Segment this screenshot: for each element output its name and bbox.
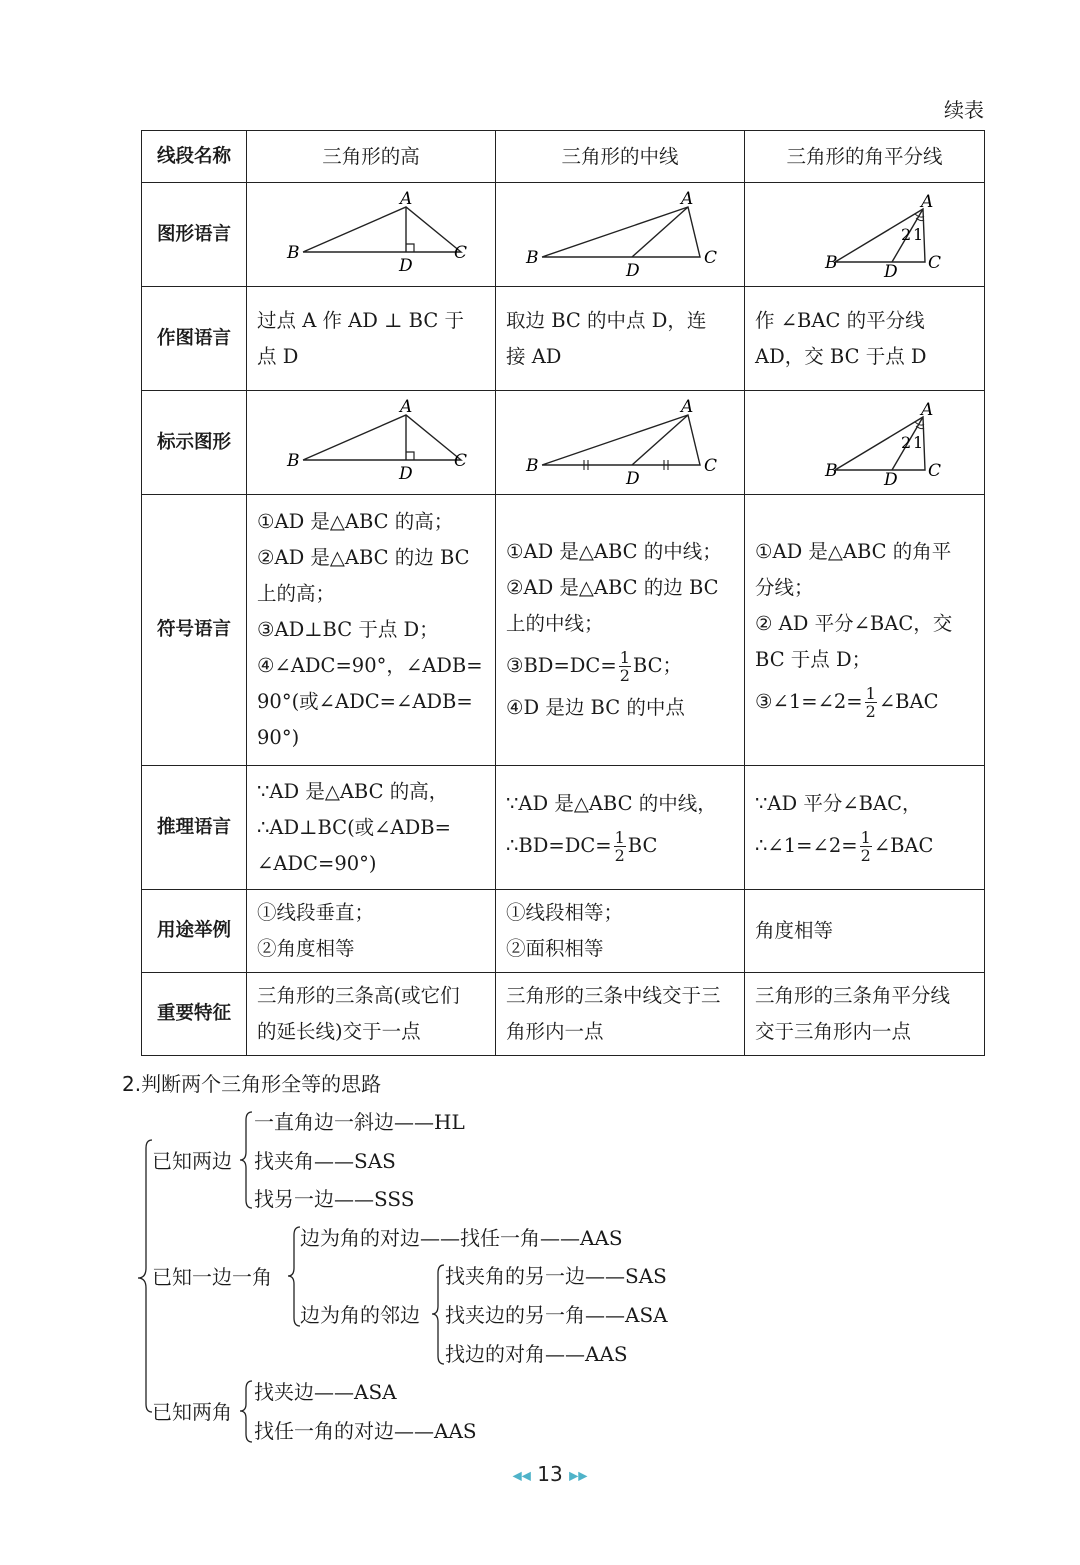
drawing-bisector xyxy=(745,287,985,391)
text-line: ② AD 平分∠BAC，交 xyxy=(755,612,953,635)
leaf-hl: 一直角边一斜边——HL xyxy=(254,1110,465,1134)
label-D: D xyxy=(883,262,898,282)
text-line: ①线段相等； xyxy=(506,901,624,924)
label-B: B xyxy=(824,253,837,273)
text-line: 三角形的三条角平分线 xyxy=(755,984,951,1007)
text-line: 交于三角形内一点 xyxy=(755,1020,912,1043)
fraction-half xyxy=(865,685,877,720)
text-line: 角度相等 xyxy=(755,919,834,942)
label-C: C xyxy=(454,243,468,263)
text-line: 上的高； xyxy=(257,582,336,605)
frac-den: 2 xyxy=(619,666,630,685)
table-row-reasoning xyxy=(142,766,985,890)
col-header-bisector: 三角形的角平分线 xyxy=(745,131,985,183)
label-D: D xyxy=(626,261,640,281)
leaf-aas-2: 找任一角的对边——AAS xyxy=(254,1419,477,1443)
table-row-usage xyxy=(142,890,985,973)
angle-label-2: 2 xyxy=(900,433,911,452)
row-head-feature: 重要特征 xyxy=(142,973,247,1056)
leaf-sas-1: 找夹角——SAS xyxy=(254,1149,396,1173)
label-A: A xyxy=(920,400,933,420)
drawing-height xyxy=(247,287,496,391)
text-line: 90°(或∠ADC=∠ADB= xyxy=(257,690,473,713)
reason-median-equation xyxy=(506,822,734,870)
fraction-half xyxy=(614,829,626,864)
node-two-sides: 已知两边 xyxy=(152,1149,232,1173)
text-line: ∵AD 是△ABC 的中线， xyxy=(506,791,717,815)
median-equation xyxy=(506,642,734,690)
text-line: 过点 A 作 AD ⊥ BC 于 xyxy=(257,308,464,332)
table-row-figure xyxy=(142,183,985,287)
text-line: ②面积相等 xyxy=(506,937,604,960)
row-head-usage: 用途举例 xyxy=(142,890,247,973)
brace-side-angle xyxy=(288,1227,300,1326)
marked-triangle-height-diagram xyxy=(271,395,471,490)
symbol-median xyxy=(496,495,745,766)
text-line: ④D 是边 BC 的中点 xyxy=(506,696,685,719)
frac-den: 2 xyxy=(865,702,876,721)
label-A: A xyxy=(400,397,413,417)
label-C: C xyxy=(704,248,718,268)
text-line: ④∠ADC=90°，∠ADB= xyxy=(257,654,483,677)
section-2-title: 2.判断两个三角形全等的思路 xyxy=(122,1072,382,1096)
node-two-angles: 已知两角 xyxy=(152,1400,232,1424)
label-C: C xyxy=(927,461,941,481)
text-line: ①AD 是△ABC 的中线； xyxy=(506,540,722,563)
label-A: A xyxy=(681,189,694,209)
triangle-height-diagram xyxy=(271,187,471,282)
usage-bisector xyxy=(745,890,985,973)
text-line: ①线段垂直； xyxy=(257,901,375,924)
label-A: A xyxy=(400,189,413,209)
figure-height xyxy=(247,183,496,287)
text-line: 的延长线)交于一点 xyxy=(257,1020,421,1043)
text-line: 取边 BC 的中点 D，连 xyxy=(506,308,707,332)
reason-median xyxy=(496,766,745,890)
table-row-marked-figure xyxy=(142,391,985,495)
text-line: 接 AD xyxy=(506,344,562,368)
text-line: ①AD 是△ABC 的角平 xyxy=(755,540,952,563)
symbol-height xyxy=(247,495,496,766)
text-line: 角形内一点 xyxy=(506,1020,604,1043)
label-D: D xyxy=(626,469,640,489)
eq-text: ③BD=DC= xyxy=(506,654,617,677)
usage-median xyxy=(496,890,745,973)
leaf-aas-1: 找边的对角——AAS xyxy=(445,1342,628,1366)
brace-outer xyxy=(138,1140,152,1412)
text-line: 三角形的三条高(或它们 xyxy=(257,984,460,1007)
marked-triangle-bisector-diagram xyxy=(765,395,965,490)
label-B: B xyxy=(526,248,539,268)
leaf-sss: 找另一边——SSS xyxy=(254,1187,415,1211)
node-adjacent: 边为角的邻边 xyxy=(300,1303,420,1327)
text-line: ∴AD⊥BC(或∠ADB= xyxy=(257,815,451,839)
eq-text: ∴∠1=∠2= xyxy=(755,833,858,857)
text-line: BC 于点 D； xyxy=(755,648,872,671)
eq-text: ∠BAC xyxy=(878,690,939,713)
row-head-symbol: 符号语言 xyxy=(142,495,247,766)
table-row-drawing xyxy=(142,287,985,391)
table-row-feature xyxy=(142,973,985,1056)
text-line: 分线； xyxy=(755,576,814,599)
row-head-marked: 标示图形 xyxy=(142,391,247,495)
reason-height xyxy=(247,766,496,890)
fraction-half xyxy=(619,649,631,684)
text-line: 作 ∠BAC 的平分线 xyxy=(755,308,925,332)
table-row-symbol xyxy=(142,495,985,766)
brace-adjacent xyxy=(432,1265,444,1364)
eq-text: ∴BD=DC= xyxy=(506,833,612,857)
text-line: ②AD 是△ABC 的边 BC xyxy=(506,576,719,599)
label-D: D xyxy=(399,464,413,484)
text-line: ②角度相等 xyxy=(257,937,355,960)
text-line: AD，交 BC 于点 D xyxy=(755,344,927,368)
feature-bisector xyxy=(745,973,985,1056)
page-number xyxy=(500,1462,600,1486)
marked-triangle-median-diagram xyxy=(520,395,720,490)
segment-table xyxy=(141,130,985,1056)
label-D: D xyxy=(399,256,413,276)
angle-label-2: 2 xyxy=(900,225,911,244)
text-line: 三角形的三条中线交于三 xyxy=(506,984,721,1007)
angle-label-1: 1 xyxy=(912,433,923,452)
text-line: ∵AD 是△ABC 的高， xyxy=(257,779,449,803)
page-number-text: 13 xyxy=(537,1462,563,1486)
label-A: A xyxy=(920,192,933,212)
frac-num: 1 xyxy=(865,684,876,703)
text-line: ∵AD 平分∠BAC， xyxy=(755,791,922,815)
leaf-sas-2: 找夹角的另一边——SAS xyxy=(445,1264,667,1288)
marked-figure-median xyxy=(496,391,745,495)
label-B: B xyxy=(287,451,300,471)
col-header-name: 线段名称 xyxy=(142,131,247,183)
text-line: ①AD 是△ABC 的高； xyxy=(257,510,454,533)
row-head-drawing: 作图语言 xyxy=(142,287,247,391)
table-header-row xyxy=(142,131,985,183)
reason-bisector-equation xyxy=(755,822,974,870)
prev-arrow-icon: ◀◀ xyxy=(512,1468,531,1483)
node-side-angle: 已知一边一角 xyxy=(152,1265,272,1289)
row-head-figure: 图形语言 xyxy=(142,183,247,287)
figure-median xyxy=(496,183,745,287)
text-line: 上的中线； xyxy=(506,612,604,635)
text-line: 点 D xyxy=(257,344,299,368)
label-A: A xyxy=(681,397,694,417)
text-line: 90°) xyxy=(257,726,300,749)
label-B: B xyxy=(824,461,837,481)
label-D: D xyxy=(883,470,898,490)
eq-text: BC； xyxy=(632,654,682,677)
brace-two-angles xyxy=(240,1381,252,1442)
frac-num: 1 xyxy=(619,648,630,667)
label-C: C xyxy=(704,456,718,476)
leaf-opposite: 边为角的对边——找任一角——AAS xyxy=(300,1226,623,1250)
label-C: C xyxy=(927,253,941,273)
eq-text: ③∠1=∠2= xyxy=(755,690,863,713)
continued-label: 续表 xyxy=(944,98,984,122)
frac-den: 2 xyxy=(860,845,871,865)
label-B: B xyxy=(287,243,300,263)
fraction-half xyxy=(860,829,872,864)
next-arrow-icon: ▶▶ xyxy=(569,1468,588,1483)
text-line: ∠ADC=90°) xyxy=(257,851,377,875)
label-C: C xyxy=(454,451,468,471)
feature-median xyxy=(496,973,745,1056)
angle-label-1: 1 xyxy=(912,225,923,244)
reason-bisector xyxy=(745,766,985,890)
triangle-bisector-diagram xyxy=(765,187,965,282)
text-line: ②AD 是△ABC 的边 BC xyxy=(257,546,470,569)
eq-text: ∠BAC xyxy=(873,833,934,857)
figure-bisector xyxy=(745,183,985,287)
row-head-reasoning: 推理语言 xyxy=(142,766,247,890)
frac-den: 2 xyxy=(614,845,625,865)
leaf-asa-1: 找夹边的另一角——ASA xyxy=(445,1303,668,1327)
marked-figure-height xyxy=(247,391,496,495)
marked-figure-bisector xyxy=(745,391,985,495)
feature-height xyxy=(247,973,496,1056)
frac-num: 1 xyxy=(860,827,871,847)
leaf-asa-2: 找夹边——ASA xyxy=(254,1380,397,1404)
eq-text: BC xyxy=(627,833,658,857)
drawing-median xyxy=(496,287,745,391)
col-header-height: 三角形的高 xyxy=(247,131,496,183)
triangle-median-diagram xyxy=(520,187,720,282)
col-header-median: 三角形的中线 xyxy=(496,131,745,183)
symbol-bisector xyxy=(745,495,985,766)
brace-two-sides xyxy=(240,1112,252,1208)
label-B: B xyxy=(526,456,539,476)
text-line: ③AD⊥BC 于点 D； xyxy=(257,618,439,641)
frac-num: 1 xyxy=(614,827,625,847)
usage-height xyxy=(247,890,496,973)
bisector-equation xyxy=(755,678,974,726)
